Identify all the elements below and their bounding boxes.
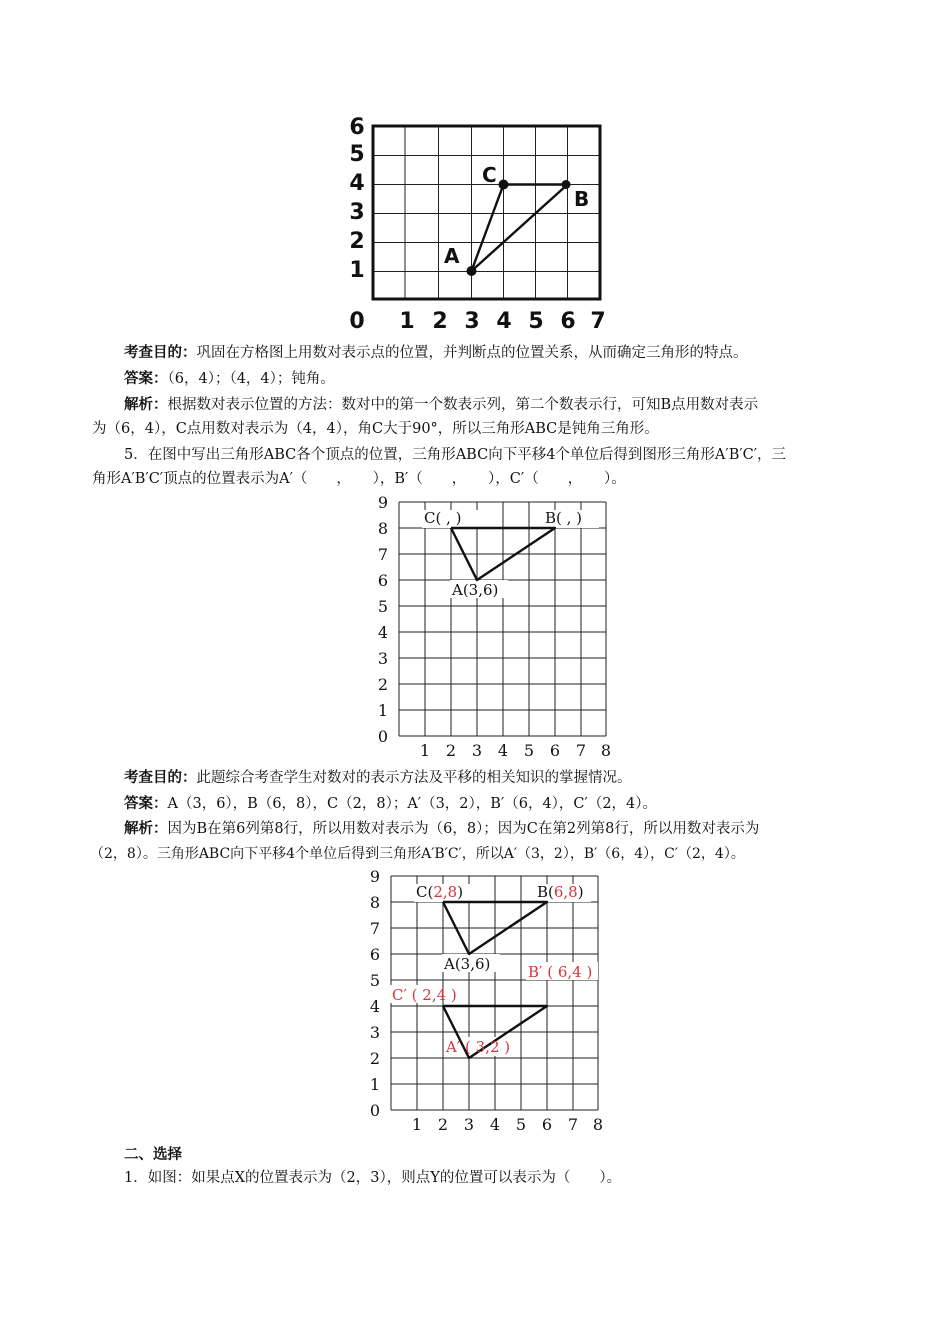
fig2-label-b: B( , ): [545, 509, 583, 527]
q4-analysis-label: 解析：: [124, 397, 168, 413]
fig1-ytick: 6: [349, 115, 365, 140]
figure-3-grid-chart: [360, 866, 620, 1136]
fig3-label-b-suffix: ): [577, 883, 584, 901]
fig3-ytick: 5: [369, 971, 381, 990]
q5-answer: [124, 794, 894, 814]
q5-question-line2: 角形A′B′C′顶点的位置表示为A′（ ， ），B′（ ， ），C′（ ， ）。: [92, 471, 626, 487]
fig2-ytick: 0: [377, 727, 389, 746]
fig1-point-b: [562, 180, 571, 189]
q4-analysis-line1: [124, 395, 894, 415]
fig3-xtick: 8: [592, 1115, 604, 1134]
fig3-x-ticks: [412, 1115, 603, 1134]
fig3-xtick: 1: [411, 1115, 423, 1134]
fig3-xtick: 4: [489, 1115, 501, 1134]
fig2-label-c: C( , ): [424, 509, 462, 527]
q5-analysis-text1: 因为B在第6列第8行，所以用数对表示为（6，8）；因为C在第2列第8行，所以用数对表示为: [167, 821, 760, 837]
fig1-label-a: A: [444, 244, 460, 268]
section-2-title: 二、选择: [124, 1147, 182, 1163]
fig3-ytick: 2: [369, 1049, 381, 1068]
fig3-label-b-value: 6,8: [553, 883, 578, 901]
fig2-xtick: 6: [549, 741, 561, 760]
fig3-label-b-prefix: B(: [537, 883, 554, 901]
fig2-ytick: 8: [377, 519, 389, 538]
q5-analysis-line2: （2，8）。三角形ABC向下平移4个单位后得到三角形A′B′C′，所以A′（3，2），B′（6，4），C′（2，4）。: [90, 846, 745, 862]
q4-purpose: [124, 343, 894, 363]
fig2-ytick: 2: [377, 675, 389, 694]
fig1-triangle-abc: [472, 185, 568, 272]
q5-answer-text: A（3，6），B（6，8），C（2，8）；A′（3，2），B′（6，4），C′（2，4）。: [167, 796, 658, 812]
q4-analysis-text1: 根据数对表示位置的方法：数对中的第一个数表示列，第二个数表示行，可知B点用数对表示: [167, 397, 759, 413]
fig1-ytick: 1: [349, 258, 365, 283]
section-2-question-1: 1．如图：如果点X的位置表示为（2，3），则点Y的位置可以表示为（ ）。: [124, 1170, 622, 1186]
fig2-ytick: 3: [377, 649, 389, 668]
q5-purpose: [124, 768, 894, 788]
q4-answer-text: （6，4）；（4，4）；钝角。: [167, 371, 335, 387]
fig3-ytick: 4: [369, 997, 381, 1016]
q4-analysis-line2: 为（6，4），C点用数对表示为（4，4），角C大于90°，所以三角形ABC是钝角三角形。: [92, 421, 659, 437]
fig3-ytick: 8: [369, 893, 381, 912]
fig1-grid: [373, 125, 600, 300]
q5-analysis-line1: [124, 819, 894, 839]
fig2-xtick: 1: [419, 741, 431, 760]
fig2-y-ticks: [378, 493, 388, 746]
fig3-xtick: 5: [515, 1115, 527, 1134]
fig3-xtick: 2: [437, 1115, 449, 1134]
fig1-y-ticks: [349, 115, 364, 283]
fig1-ytick: 4: [349, 171, 365, 196]
fig2-ytick: 7: [377, 545, 389, 564]
fig1-ytick: 2: [349, 229, 365, 254]
fig1-point-a: [467, 266, 477, 276]
fig2-grid: [399, 502, 606, 736]
figure-1-grid-chart: [335, 115, 635, 335]
fig2-x-ticks: [420, 741, 611, 760]
fig3-ytick: 1: [369, 1075, 381, 1094]
fig3-y-ticks: [370, 867, 380, 1120]
q5-purpose-text: 此题综合考查学生对数对的表示方法及平移的相关知识的掌握情况。: [196, 770, 632, 786]
fig1-xtick: 4: [496, 309, 512, 334]
fig3-xtick: 7: [567, 1115, 579, 1134]
fig2-xtick: 8: [600, 741, 612, 760]
fig3-label-c: [416, 883, 463, 901]
fig1-label-b: B: [574, 187, 590, 211]
fig3-xtick: 3: [463, 1115, 475, 1134]
q4-answer-label: 答案：: [124, 371, 168, 387]
fig3-label-a: A(3,6): [444, 955, 491, 973]
fig3-ytick: 7: [369, 919, 381, 938]
fig1-xtick: 6: [560, 309, 576, 334]
fig3-label-c-prime: C′ ( 2,4 ): [392, 986, 457, 1004]
fig3-ytick: 3: [369, 1023, 381, 1042]
fig3-label-a-prime: A′ ( 3,2 ): [446, 1038, 511, 1056]
fig2-xtick: 7: [575, 741, 587, 760]
fig2-xtick: 5: [523, 741, 535, 760]
q5-purpose-label: 考查目的：: [124, 770, 197, 786]
fig3-ytick: 0: [369, 1101, 381, 1120]
fig1-x-ticks: [349, 309, 605, 334]
q5-question-line1: 5．在图中写出三角形ABC各个顶点的位置，三角形ABC向下平移4个单位后得到图形三角形A′B′C′，三: [124, 447, 787, 463]
fig1-xtick: 0: [349, 309, 365, 334]
fig3-label-b-prime: B′ ( 6,4 ): [528, 963, 593, 981]
fig3-label-c-value: 2,8: [433, 883, 458, 901]
fig1-xtick: 1: [399, 309, 415, 334]
fig1-label-c: C: [482, 163, 497, 187]
fig3-ytick: 6: [369, 945, 381, 964]
fig2-xtick: 3: [471, 741, 483, 760]
fig3-xtick: 6: [541, 1115, 553, 1134]
fig3-label-c-prefix: C(: [416, 883, 434, 901]
fig2-ytick: 1: [377, 701, 389, 720]
q4-answer: [124, 369, 894, 389]
fig1-xtick: 7: [590, 309, 606, 334]
fig1-ytick: 3: [349, 200, 365, 225]
figure-2-grid-chart: [368, 492, 618, 762]
fig3-ytick: 9: [369, 867, 381, 886]
fig1-point-c: [499, 180, 509, 190]
fig3-label-c-suffix: ): [457, 883, 464, 901]
fig2-ytick: 4: [377, 623, 389, 642]
fig3-label-b: [537, 883, 584, 901]
fig1-xtick: 3: [464, 309, 480, 334]
fig2-xtick: 4: [497, 741, 509, 760]
fig2-ytick: 9: [377, 493, 389, 512]
fig1-xtick: 5: [528, 309, 544, 334]
fig1-ytick: 5: [349, 142, 365, 167]
q5-analysis-label: 解析：: [124, 821, 168, 837]
q4-purpose-text: 巩固在方格图上用数对表示点的位置，并判断点的位置关系，从而确定三角形的特点。: [196, 345, 748, 361]
fig1-xtick: 2: [432, 309, 448, 334]
fig2-xtick: 2: [445, 741, 457, 760]
q4-purpose-label: 考查目的：: [124, 345, 197, 361]
fig2-label-a: A(3,6): [452, 581, 499, 599]
q5-answer-label: 答案：: [124, 796, 168, 812]
fig2-ytick: 5: [377, 597, 389, 616]
fig2-ytick: 6: [377, 571, 389, 590]
